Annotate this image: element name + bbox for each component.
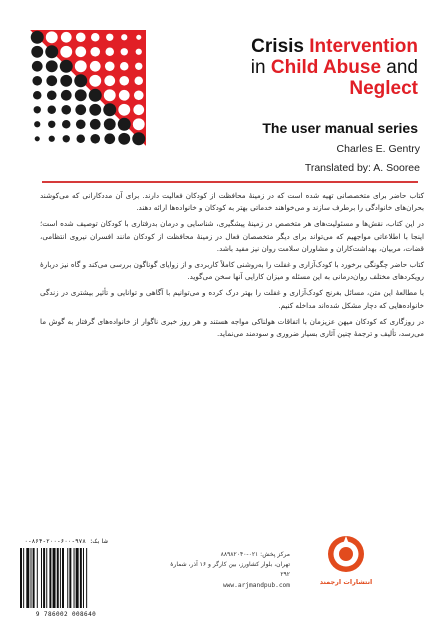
graphic-dot <box>119 90 130 101</box>
barcode-bar <box>31 548 32 608</box>
graphic-dot <box>34 121 40 127</box>
barcode-bar <box>62 548 64 608</box>
graphic-dot <box>121 48 128 55</box>
graphic-dot <box>121 34 127 40</box>
graphic-dot <box>48 106 57 115</box>
graphic-dot <box>31 46 43 58</box>
series-name: The user manual series <box>262 120 418 136</box>
blurb-paragraph: کتاب حاضر چگونگی برخورد با کودک‌آزاری و غفلت را به‌روشنی کاملاً کاربردی و از زوایای گوناگون بررسی می‌کند و گاه نیز دربارهٔ رویکردهای مختلف روان‌درمانی به این مسئله و میزان کارایی آنها سخن می‌گوید. <box>40 260 424 282</box>
blurb-paragraph: در روزگاری که کودکان میهن عزیزمان با اتفاقات هولناکی مواجه هستند و هر روز خبری ناگوار از خانواده‌های گرفتار به گوش ما می‌رسد، تألیف و ترجمهٔ چنین آثاری بسیار ضروری و سودمند می‌نماید. <box>40 316 424 339</box>
graphic-dot <box>89 75 101 87</box>
barcode-bar <box>80 548 82 608</box>
graphic-dot <box>90 134 100 144</box>
barcode-bar <box>26 548 29 608</box>
graphic-dot <box>48 121 55 128</box>
barcode-icon <box>16 548 116 610</box>
graphic-dot <box>75 104 86 115</box>
graphic-dot <box>136 49 142 55</box>
graphic-dot <box>46 31 58 43</box>
graphic-dot <box>47 90 57 100</box>
graphic-dot <box>63 135 70 142</box>
blurb-paragraph: در این کتاب، نقش‌ها و مسئولیت‌های هر متخصص در زمینهٔ پیشگیری، شناسایی و درمان بدرفتاری با کودکان توصیف شده است؛ اینجا با اطلاعاتی مواجهیم که می‌تواند برای دیگر متخصصان فعال در زمینهٔ محافظت از کودکان مانند افسران نیروی انتظامی، قضات، مربیان، بهداشت‌کاران و مشاوران سلامت روان نیز مفید باشد. <box>40 219 424 253</box>
red-divider <box>42 181 418 183</box>
publisher-name: انتشارات ارجمند <box>319 578 373 586</box>
graphic-dot <box>75 60 87 72</box>
graphic-dot <box>90 119 101 130</box>
graphic-dot <box>105 61 115 71</box>
barcode-bar <box>46 548 47 608</box>
graphic-dot <box>89 89 102 102</box>
book-title: Crisis Intervention in Child Abuse and Neglect <box>250 36 418 99</box>
graphic-dot <box>118 104 130 116</box>
graphic-dot <box>135 77 144 86</box>
graphic-dot <box>34 106 41 113</box>
blurb-paragraph: کتاب حاضر برای متخصصانی تهیه شده است که در زمینهٔ محافظت از کودکان فعالیت دارند. برای آن مددکارانی که می‌کوشند بحران‌های خانوادگی را برطرف سازند و می‌خواهند خدماتی بهتر به کودکان و خانواده‌ها ارائه دهند. <box>40 191 424 213</box>
graphic-dot <box>75 46 86 57</box>
barcode-bar <box>86 548 87 608</box>
barcode-bar <box>76 548 79 608</box>
publisher-address: مرکز پخش: ۰۲۱-۸۸۹۸۲۰۴۰ تهران، بلوار کشاورز، بین کارگر و ۱۶ آذر، شمارهٔ ۲۹۲ <box>170 551 290 578</box>
graphic-dot <box>89 104 101 116</box>
graphic-dot <box>60 75 72 87</box>
publisher-brand <box>318 534 374 612</box>
barcode-bar <box>41 548 42 608</box>
graphic-dot <box>32 76 42 86</box>
blurb-paragraph: با مطالعهٔ این متن، مسائل بغرنج کودک‌آزاری و غفلت را بهتر درک کرده و می‌توانیم با آگاهی و توانایی و تأثیر بیشتری در زندگی خانواده‌هایی که دچار مشکل شده‌اند مداخله کنیم. <box>40 288 424 310</box>
graphic-dot <box>104 75 115 86</box>
isbn-caption: شابک: ۹۷۸-۶۰۰-۲۰۰-۸۶۴-۰ <box>24 538 108 545</box>
graphic-dot <box>60 46 72 58</box>
graphic-dot <box>76 119 86 129</box>
graphic-dot <box>91 33 100 42</box>
publisher-logo-icon <box>326 534 366 574</box>
graphic-dot <box>90 61 101 72</box>
publisher-website: www.arjmandpub.com <box>222 582 290 589</box>
graphic-dot <box>74 74 87 87</box>
graphic-dot <box>136 35 141 40</box>
graphic-dot <box>133 118 145 130</box>
graphic-dot <box>120 62 129 71</box>
barcode-bar <box>43 548 45 608</box>
graphic-dot <box>103 103 116 116</box>
graphic-dot <box>61 105 71 115</box>
graphic-dot <box>61 90 72 101</box>
barcode-bar <box>69 548 71 608</box>
barcode-bar <box>67 548 68 608</box>
graphic-dot <box>119 76 129 86</box>
graphic-dot <box>90 47 100 57</box>
graphic-dot <box>31 31 44 44</box>
isbn-barcode <box>16 538 116 626</box>
graphic-dot <box>134 90 144 100</box>
barcode-bar <box>33 548 35 608</box>
graphic-dot <box>104 89 116 101</box>
graphic-dot <box>32 61 43 72</box>
graphic-dot <box>135 63 142 70</box>
graphic-dot <box>118 118 131 131</box>
graphic-dot <box>33 91 42 100</box>
graphic-dot <box>104 118 116 130</box>
graphic-dot <box>46 75 57 86</box>
barcode-digits: 9 786002 008640 <box>35 611 97 618</box>
graphic-dot <box>118 133 130 145</box>
dot-grid-graphic <box>30 30 146 146</box>
graphic-dot <box>46 60 58 72</box>
cover-header <box>0 0 432 160</box>
barcode-bar <box>57 548 59 608</box>
graphic-dot <box>35 136 40 141</box>
graphic-dot <box>132 132 145 145</box>
graphic-dot <box>45 45 58 58</box>
graphic-dot <box>77 135 86 144</box>
barcode-bar <box>49 548 51 608</box>
back-cover-footer <box>0 520 432 632</box>
back-cover-blurb <box>40 190 424 344</box>
barcode-bar <box>74 548 75 608</box>
graphic-dot <box>49 136 55 142</box>
graphic-dot <box>133 104 144 115</box>
author-name: Charles E. Gentry <box>336 143 420 155</box>
graphic-dot <box>76 32 86 42</box>
graphic-dot <box>62 120 71 129</box>
translator-name: Translated by: A. Sooree <box>304 162 420 174</box>
graphic-dot <box>61 32 72 43</box>
barcode-bar <box>37 548 38 608</box>
barcode-bar <box>83 548 84 608</box>
barcode-bar <box>53 548 56 608</box>
barcode-bar <box>20 548 22 608</box>
graphic-dot <box>75 89 87 101</box>
graphic-dot <box>106 48 115 57</box>
graphic-dot <box>104 133 115 144</box>
graphic-dot <box>106 34 113 41</box>
barcode-bar <box>60 548 61 608</box>
graphic-dot <box>60 60 73 73</box>
barcode-bar <box>23 548 24 608</box>
